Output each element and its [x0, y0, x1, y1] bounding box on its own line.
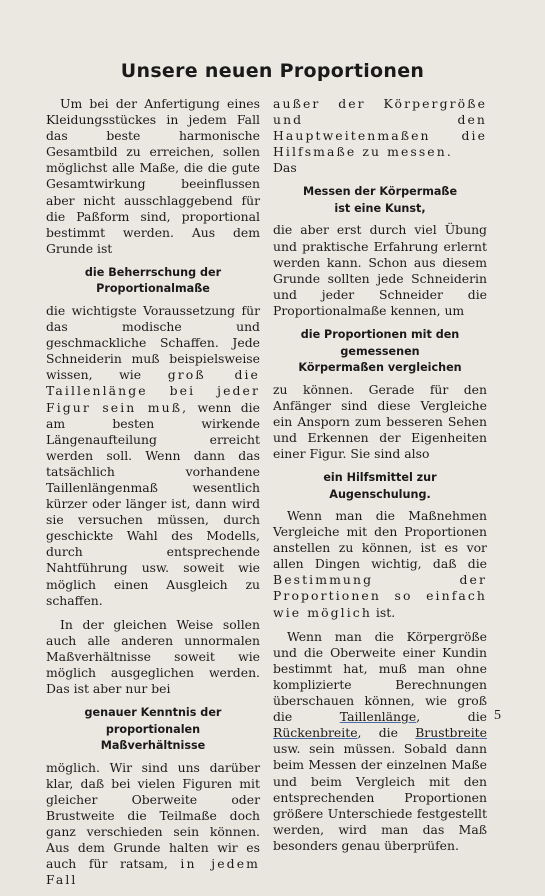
paragraph: [273, 508, 487, 621]
text-run: Wenn man die Körpergröße und die Oberweite einer Kundin bestimmt hat, muß man ohne komplizierte Berechnungen überschauen können, wie groß die: [273, 628, 487, 725]
text-run: , die: [357, 725, 398, 741]
subheading-line: ist eine Kunst,: [334, 201, 426, 215]
subheading-line: die Proportionen mit den gemessenen: [300, 328, 460, 358]
subheading-line: ein Hilfsmittel zur Augenschulung.: [323, 471, 437, 501]
text-run: wenn die am besten wirkende Längenaufteilung erreicht werden soll. Wenn dann das tatsächlich vorhandene Taillenlängenmaß wesentlich kürzer oder länger ist, dann wird sie versuchen müssen, durch geschickte Wahl des Modells, durch entsprechende Nahtführung usw. soweit wie möglich einen Ausgleich zu schaffen.: [46, 399, 260, 608]
subheading-line: Maßverhältnisse: [100, 739, 206, 753]
underlined-term: Taillenlänge: [339, 709, 417, 725]
emphasized-text: in jedem Fall: [46, 856, 260, 888]
paragraph: zu können. Gerade für den Anfänger sind diese Vergleiche ein Ansporn zum besseren Sehen und Erkennen der Eigenheiten einer Figur. Sie sind also: [273, 381, 487, 461]
text-run: usw. sein müssen. Sobald dann beim Messen der einzelnen Maße und beim Vergleich mit den entsprechenden Proportionen größere Unterschiede festgestellt werden, wird man das Maß besonders genau überprüfen.: [273, 741, 487, 853]
text-run: die wichtigste Voraussetzung für das modische und geschmackliche Schaffen. Jede Schneiderin muß beispielsweise wissen, wie: [46, 302, 260, 383]
subheading-line: die Beherrschung der: [84, 265, 222, 279]
right-column: [273, 96, 487, 862]
emphasized-text: groß die Taillenlänge bei jeder Figur sein muß,: [46, 367, 260, 415]
page-number: 5: [494, 708, 501, 723]
left-column: [46, 96, 260, 896]
subheading: [273, 327, 487, 377]
text-run: möglich. Wir sind uns darüber klar, daß bei vielen Figuren mit gleicher Oberweite oder Brustweite die Teilmaße doch ganz verschieden sein können. Aus dem Grunde halten wir es auch für ratsam,: [46, 759, 260, 872]
text-run: Das: [273, 160, 297, 176]
paragraph: [46, 303, 260, 609]
subheading: [273, 184, 487, 217]
paragraph: Um bei der Anfertigung eines Kleidungsstückes in jedem Fall das beste harmonische Gesamtbild zu erreichen, sollen möglichst alle Maße, die die gute Gesamtwirkung beeinflussen aber nicht ausschlaggebend für die Paßform sind, proportional bestimmt werden. Aus dem Grunde ist: [46, 96, 260, 256]
underlined-term: Brustbreite: [415, 725, 487, 741]
emphasized-text: Bestimmung der Proportionen so einfach wie möglich: [273, 572, 487, 620]
subheading: [46, 265, 260, 298]
subheading-line: Messen der Körpermaße: [302, 185, 458, 199]
text-run: ist.: [375, 604, 396, 620]
subheading-line: genauer Kenntnis der proportionalen: [84, 706, 222, 736]
paragraph: die aber erst durch viel Übung und praktische Erfahrung erlernt werden kann. Schon aus diesem Grunde sollten jede Schneiderin und jeder Schneider die Proportionalmaße kennen, um: [273, 222, 487, 318]
page-title: Unsere neuen Proportionen: [120, 60, 425, 82]
subheading-line: Körpermaßen vergleichen: [298, 361, 462, 375]
paragraph: [273, 629, 487, 854]
subheading-line: Proportionalmaße: [96, 282, 210, 296]
paragraph: [46, 760, 260, 889]
paragraph: In der gleichen Weise sollen auch alle anderen unnormalen Maßverhältnisse soweit wie möglich ausgeglichen werden. Das ist aber nur bei: [46, 616, 260, 697]
text-run: , die: [416, 709, 487, 725]
emphasized-text: außer der Körpergröße und den Hauptweitenmaßen die Hilfsmaße zu messen.: [273, 96, 487, 160]
text-run: Wenn man die Maßnehmen Vergleiche mit den Proportionen anstellen zu können, ist es vor allen Dingen wichtig, daß die: [273, 508, 487, 572]
underlined-term: Rückenbreite: [273, 725, 358, 741]
subheading: [273, 470, 487, 503]
paragraph: [273, 96, 487, 176]
subheading: [46, 705, 260, 755]
